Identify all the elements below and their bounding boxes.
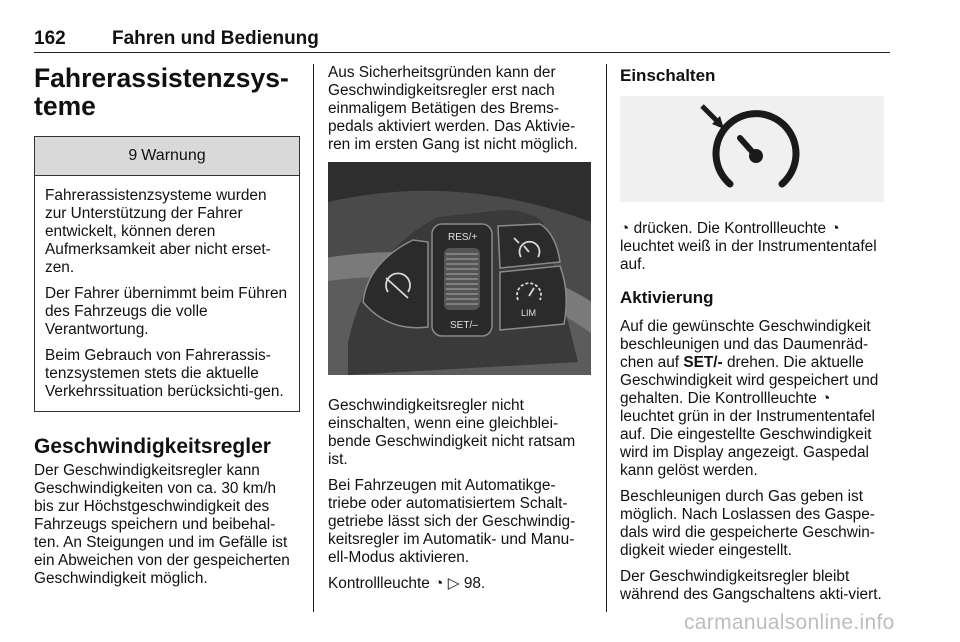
indicator-reference-text: Kontrollleuchte <box>328 575 430 592</box>
cruise-indicator-icon: ◔ <box>434 575 444 592</box>
switch-on-text-a: drücken. Die Kontrollleuchte <box>633 220 827 237</box>
activation-paragraph <box>620 318 886 480</box>
column-divider-2 <box>606 64 607 612</box>
cruise-indicator-icon: ◔ <box>821 390 831 407</box>
acceleration-paragraph: Beschleunigen durch Gas geben ist möglich. Nach Loslassen des Gaspe-dals wird die gespeicherte Geschwin-digkeit wieder eingestellt. <box>620 488 875 559</box>
gear-change-paragraph: Der Geschwindigkeitsregler bleibt während des Gangschaltens akti-viert. <box>620 568 882 603</box>
chapter-title <box>34 64 300 120</box>
lim-label: LIM <box>521 308 537 318</box>
page-header <box>34 20 890 53</box>
warning-box <box>34 136 300 412</box>
column-1 <box>34 64 300 596</box>
cruise-control-heading: Geschwindigkeitsregler <box>34 435 271 458</box>
chapter-title-line-1: Fahrerassistenzsys- <box>34 63 289 93</box>
cruise-control-button-illustration <box>620 96 884 202</box>
section-title: Fahren und Bedienung <box>112 28 319 49</box>
reference-arrow-icon: ▷ <box>447 575 460 592</box>
chapter-title-line-2: teme <box>34 91 96 121</box>
watermark: carmanualsonline.info <box>684 611 895 634</box>
warning-header <box>35 137 299 176</box>
res-label: RES/+ <box>448 232 478 243</box>
warning-paragraph: Geschwindigkeitsregler nicht einschalten, wenn eine gleichblei-bende Geschwindigkeit nicht ratsam ist. <box>328 397 576 468</box>
switch-on-text-b: leuchtet weiß in der Instrumententafel auf. <box>620 238 877 273</box>
activation-text-a: Auf die gewünschte Geschwindigkeit beschleunigen und das Daumenräd-chen auf <box>620 318 871 371</box>
activation-heading: Aktivierung <box>620 288 714 307</box>
switch-on-heading: Einschalten <box>620 66 716 85</box>
steering-wheel-controls-image <box>328 162 591 375</box>
cruise-indicator-icon: ◔ <box>830 220 840 237</box>
set-control-label: SET/- <box>683 354 723 371</box>
column-divider-1 <box>313 64 314 612</box>
activation-text-b: drehen. Die aktuelle Geschwindigkeit wird gespeichert und gehalten. Die Kontrollleuchte <box>620 354 879 407</box>
column-2 <box>328 64 591 601</box>
activation-text-c: leuchtet grün in der Instrumententafel auf. Die eingestellte Geschwindigkeit wird im Display angezeigt. Gaspedal kann gelöst werden. <box>620 408 875 479</box>
warning-text-3: Beim Gebrauch von Fahrerassis-tenzsystemen stets die aktuelle Verkehrssituation berücksichti-gen. <box>45 347 284 400</box>
warning-text-1: Fahrerassistenzsysteme wurden zur Unterstützung der Fahrer entwickelt, können deren Aufmerksamkeit aber nicht erset-zen. <box>45 187 271 276</box>
safety-paragraph: Aus Sicherheitsgründen kann der Geschwindigkeitsregler erst nach einmaligem Betätigen des Brems-pedals aktiviert werden. Das Aktivie-ren im ersten Gang ist nicht möglich. <box>328 64 578 153</box>
switch-on-paragraph <box>620 220 886 274</box>
automatic-transmission-paragraph: Bei Fahrzeugen mit Automatikge-triebe oder automatisiertem Schalt-getriebe lässt sich der Geschwindig-keitsregler im Automatik- und Manu-ell-Modus aktivieren. <box>328 477 576 566</box>
cruise-button-icon: ◔ <box>620 220 630 237</box>
column-3 <box>620 64 886 612</box>
set-label: SET/– <box>450 320 478 331</box>
warning-text-2: Der Fahrer übernimmt beim Führen des Fahrzeugs die volle Verantwortung. <box>45 285 288 338</box>
page-number: 162 <box>34 28 66 49</box>
warning-body <box>35 176 299 411</box>
indicator-reference-page[interactable]: 98. <box>463 575 486 592</box>
cruise-control-intro: Der Geschwindigkeitsregler kann Geschwindigkeiten von ca. 30 km/h bis zur Höchstgeschwindigkeit des Fahrzeugs speichern und beibehal-ten. An Steigungen und im Gefälle ist ein Abweichen von der gespeicherten Geschwindigkeit möglich. <box>34 462 290 587</box>
warning-label: Warnung <box>141 147 206 164</box>
warning-icon: 9 <box>128 147 138 164</box>
indicator-reference <box>328 575 591 593</box>
